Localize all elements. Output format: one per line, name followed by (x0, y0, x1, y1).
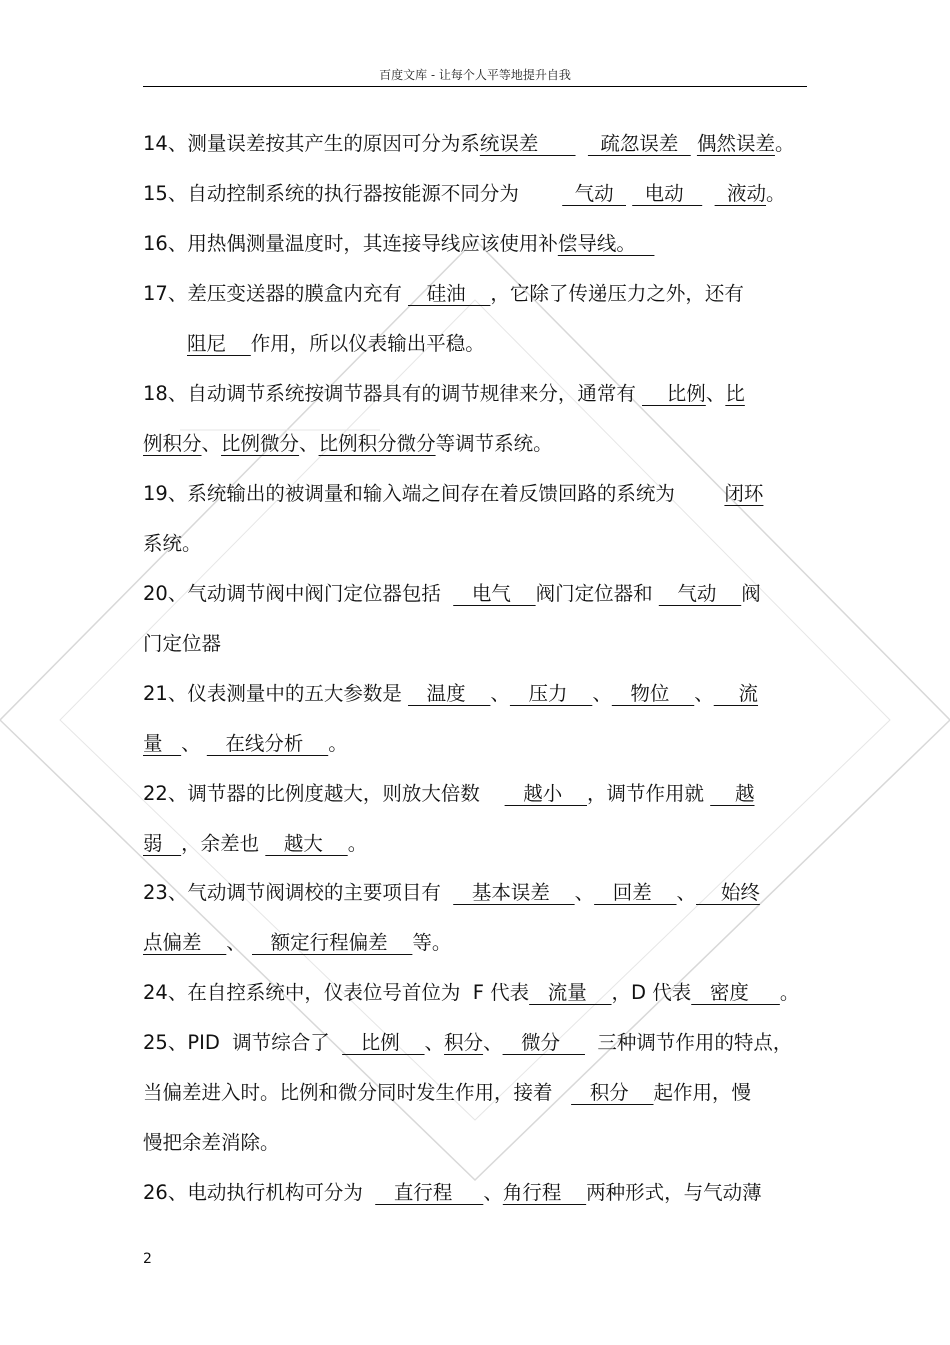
question-text: 16、用热偶测量温度时，其连接导线应该使用补 (143, 232, 558, 255)
question-text: 。 (328, 732, 348, 755)
question-text: ，它除了传递压力之外，还有 (490, 282, 744, 305)
answer-blank: 气动 (562, 182, 626, 205)
question-text (576, 132, 588, 155)
answer-blank: 比 (725, 382, 745, 405)
text-line (143, 630, 807, 658)
text-line (143, 430, 807, 458)
text-line (143, 1129, 807, 1157)
answer-blank: 偶然误差 (696, 132, 775, 155)
question-text: 等。 (412, 931, 452, 954)
question-text: 20、气动调节阀中阀门定位器包括 (143, 582, 454, 605)
question-text: 、 (694, 682, 714, 705)
text-line (143, 879, 807, 907)
question-text: 作用，所以仪表输出平稳。 (250, 332, 485, 355)
question-text: 15、自动控制系统的执行器按能源不同分为 (143, 182, 563, 205)
answer-blank: 回差 (594, 881, 677, 904)
page-number: 2 (143, 1251, 152, 1267)
answer-blank: 量 (143, 732, 182, 755)
answer-blank: 微分 (502, 1031, 585, 1054)
answer-blank: 阻尼 (187, 332, 251, 355)
answer-blank: 统误差 (479, 132, 576, 155)
question-text: 26、电动执行机构可分为 (143, 1181, 376, 1204)
question-text: 阀门定位器和 (535, 582, 659, 605)
question-text: 。 (347, 832, 368, 855)
answer-blank: 疏忽误差 (587, 132, 691, 155)
question-text: 、 (299, 432, 319, 455)
answer-blank: 越大 (265, 832, 348, 855)
answer-blank: 电动 (632, 182, 703, 205)
question-text: 、 (226, 931, 252, 954)
text-line (143, 730, 807, 758)
question-text: 、 (483, 1031, 503, 1054)
text-line (143, 380, 807, 408)
question-text: 19、系统输出的被调量和输入端之间存在着反馈回路的系统为 (143, 482, 725, 505)
question-text: 起作用，慢 (653, 1081, 752, 1104)
question-text: 两种形式，与气动薄 (586, 1181, 762, 1204)
answer-blank: 温度 (408, 682, 491, 705)
text-line (143, 929, 807, 957)
text-line (143, 680, 807, 708)
question-text: 18、自动调节系统按调节器具有的调节规律来分，通常有 (143, 382, 643, 405)
question-text (702, 182, 714, 205)
question-text: 、 (705, 382, 726, 405)
answer-blank: 比例微分 (221, 432, 300, 455)
question-text: 。 (774, 132, 795, 155)
text-line (143, 180, 807, 208)
text-line (143, 530, 807, 558)
text-line (143, 480, 807, 508)
answer-blank: 比例 (642, 382, 706, 405)
answer-blank: 偿导线。 (557, 232, 655, 255)
question-text: 。 (766, 182, 786, 205)
question-text: 门定位器 (143, 632, 222, 655)
question-text: 22、调节器的比例度越大，则放大倍数 (143, 782, 505, 805)
question-text: 、 (574, 881, 595, 904)
answer-blank: 始终 (696, 881, 760, 904)
answer-blank: 弱 (143, 832, 182, 855)
question-text: 、 (592, 682, 612, 705)
text-line (143, 979, 807, 1007)
answer-blank: 基本误差 (453, 881, 575, 904)
question-text: ，D 代表 (611, 981, 692, 1004)
answer-blank: 电气 (453, 582, 536, 605)
question-text: ，余差也 (181, 832, 266, 855)
question-text: 14、测量误差按其产生的原因可分为系 (143, 132, 480, 155)
answer-blank: 压力 (509, 682, 593, 705)
answer-blank: 密度 (691, 981, 780, 1004)
answer-blank: 硅油 (408, 282, 491, 305)
answer-blank: 越 (710, 782, 755, 805)
text-line (143, 830, 807, 858)
question-text: 。 (779, 981, 800, 1004)
question-text: 等调节系统。 (435, 432, 553, 455)
answer-blank: 积分 (444, 1031, 484, 1054)
question-text: 、 (676, 881, 697, 904)
answer-blank: 流 (713, 682, 759, 705)
question-text: 阀 (741, 582, 761, 605)
answer-blank: 点偏差 (143, 931, 227, 954)
answer-blank: 积分 (571, 1081, 654, 1104)
text-line (143, 1079, 807, 1107)
answer-blank: 液动 (714, 182, 767, 205)
question-text: 17、差压变送器的膜盒内充有 (143, 282, 409, 305)
answer-blank: 直行程 (375, 1181, 484, 1204)
text-line (143, 580, 807, 608)
text-line (143, 780, 807, 808)
answer-blank: 闭环 (724, 482, 764, 505)
question-text: 系统。 (143, 532, 202, 555)
answer-blank: 额定行程偏差 (252, 931, 413, 954)
text-line (187, 330, 807, 358)
answer-blank: 比例 (342, 1031, 425, 1054)
question-text: 、 (181, 732, 207, 755)
text-line (143, 1029, 807, 1057)
answer-blank: 物位 (611, 682, 695, 705)
text-line (143, 230, 807, 258)
question-text: 25、PID 调节综合了 (143, 1031, 343, 1054)
answer-blank: 角行程 (502, 1181, 587, 1204)
answer-blank: 例积分 (143, 432, 202, 455)
answer-blank: 在线分析 (206, 732, 329, 755)
question-text: 24、在自控系统中，仪表位号首位为 F 代表 (143, 981, 530, 1004)
page-header: 百度文库 - 让每个人平等地提升自我 (379, 68, 571, 82)
answer-blank: 气动 (658, 582, 742, 605)
question-text: 、 (483, 1181, 503, 1204)
answer-blank: 越小 (504, 782, 587, 805)
question-text: 、 (201, 432, 222, 455)
header-rule (143, 86, 807, 87)
question-text: 慢把余差消除。 (143, 1131, 280, 1154)
question-text: 三种调节作用的特点， (584, 1031, 793, 1054)
text-line (143, 130, 807, 158)
question-text: 、 (424, 1031, 445, 1054)
question-text: ，调节作用就 (587, 782, 711, 805)
text-line (143, 280, 807, 308)
answer-blank: 流量 (529, 981, 612, 1004)
text-line (143, 1179, 807, 1207)
question-text: 23、气动调节阀调校的主要项目有 (143, 881, 454, 904)
answer-blank: 比例积分微分 (318, 432, 436, 455)
question-text: 当偏差进入时。比例和微分同时发生作用，接着 (143, 1081, 572, 1104)
question-text: 21、仪表测量中的五大参数是 (143, 682, 409, 705)
question-text: 、 (490, 682, 510, 705)
